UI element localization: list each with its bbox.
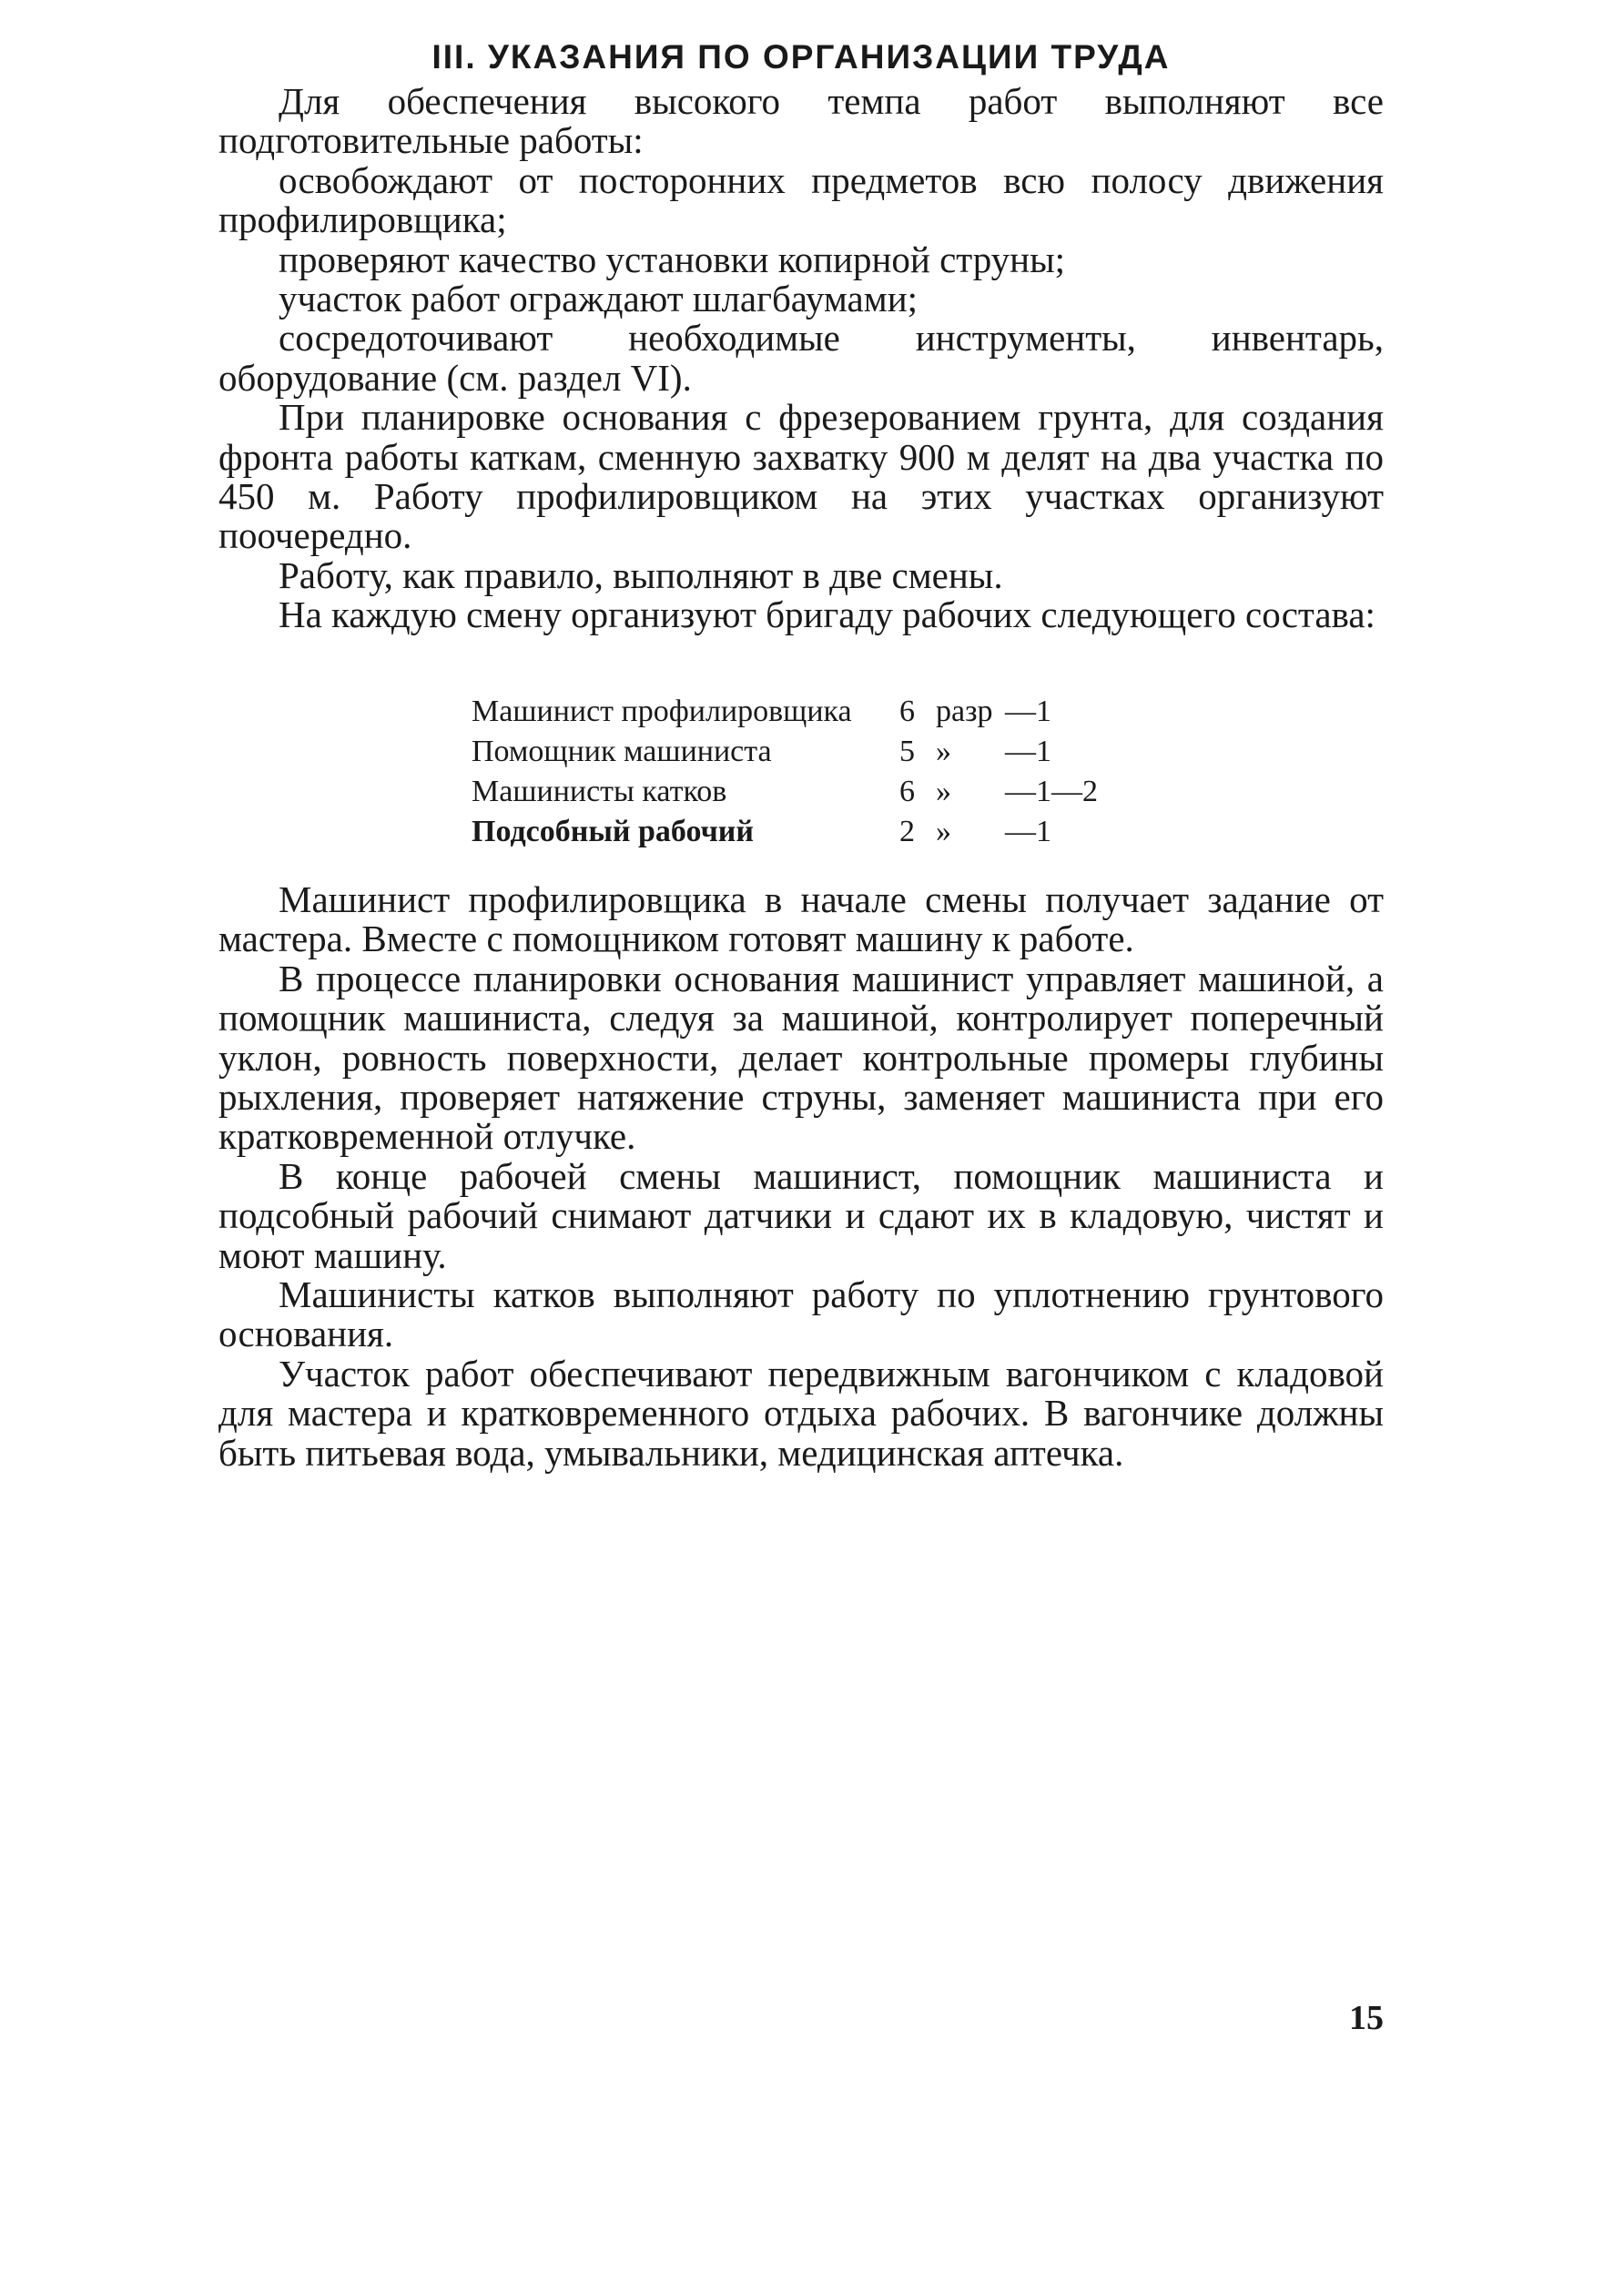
crew-unit: разр bbox=[936, 695, 993, 728]
paragraph: На каждую смену организуют бригаду рабочих следующего состава: bbox=[279, 593, 1375, 636]
paragraph: сосредоточивают необходимые инструменты, инвентарь, оборудование (см. раздел VI). bbox=[218, 317, 1384, 399]
crew-table bbox=[472, 692, 1098, 852]
crew-unit: » bbox=[936, 735, 951, 768]
paragraph: Машинист профилировщика в начале смены получает задание от мастера. Вместе с помощником готовят машину к работе. bbox=[218, 878, 1384, 960]
crew-row bbox=[472, 732, 1098, 772]
section-heading: III. УКАЗАНИЯ ПО ОРГАНИЗАЦИИ ТРУДА bbox=[431, 38, 1171, 76]
crew-role: Подсобный рабочий bbox=[472, 815, 754, 848]
crew-grade: 6 bbox=[899, 695, 915, 728]
crew-count: —1 bbox=[1005, 815, 1051, 848]
text-block-bottom bbox=[218, 880, 1384, 1473]
crew-count: —1—2 bbox=[1005, 775, 1098, 808]
crew-row bbox=[472, 812, 1098, 852]
paragraph: проверяют качество установки копирной струны; bbox=[279, 238, 1066, 280]
paragraph: При планировке основания с фрезерованием грунта, для создания фронта работы каткам, сменную захватку 900 м делят на два участка по 450 м. Работу профилировщиком на этих участках организуют поочередно. bbox=[218, 396, 1384, 557]
crew-role: Помощник машиниста bbox=[472, 735, 772, 768]
crew-role: Машинист профилировщика bbox=[472, 695, 852, 728]
crew-grade: 2 bbox=[899, 815, 915, 848]
text-block-top bbox=[218, 82, 1384, 635]
paragraph: освобождают от посторонних предметов всю полосу движения профилировщика; bbox=[218, 158, 1384, 241]
crew-role: Машинисты катков bbox=[472, 775, 727, 808]
crew-row bbox=[472, 692, 1098, 732]
crew-unit: » bbox=[936, 775, 951, 808]
paragraph: Работу, как правило, выполняют в две смены. bbox=[279, 553, 1003, 596]
crew-grade: 6 bbox=[899, 775, 915, 808]
crew-row bbox=[472, 772, 1098, 812]
paragraph: В конце рабочей смены машинист, помощник машиниста и подсобный рабочий снимают датчики и сдают их в кладовую, чистят и моют машину. bbox=[218, 1154, 1384, 1276]
crew-count: —1 bbox=[1005, 735, 1051, 768]
paragraph: участок работ ограждают шлагбаумами; bbox=[279, 278, 919, 320]
crew-unit: » bbox=[936, 815, 951, 848]
paragraph: Машинисты катков выполняют работу по уплотнению грунтового основания. bbox=[218, 1273, 1384, 1355]
page-number: 15 bbox=[1349, 1999, 1384, 2037]
paragraph: В процессе планировки основания машинист управляет машиной, а помощник машиниста, следуя за машиной, контролирует поперечный уклон, ровность поверхности, делает контрольные промеры глубины рыхления, проверяет натяжение струны, заменяет машиниста при его кратковременной отлучке. bbox=[218, 957, 1384, 1158]
crew-count: —1 bbox=[1005, 695, 1051, 728]
paragraph: Для обеспечения высокого темпа работ выполняют все подготовительные работы: bbox=[218, 80, 1384, 162]
crew-grade: 5 bbox=[899, 735, 915, 768]
paragraph: Участок работ обеспечивают передвижным вагончиком с кладовой для мастера и кратковременного отдыха рабочих. В вагончике должны быть питьевая вода, умывальники, медицинская аптечка. bbox=[218, 1352, 1384, 1474]
